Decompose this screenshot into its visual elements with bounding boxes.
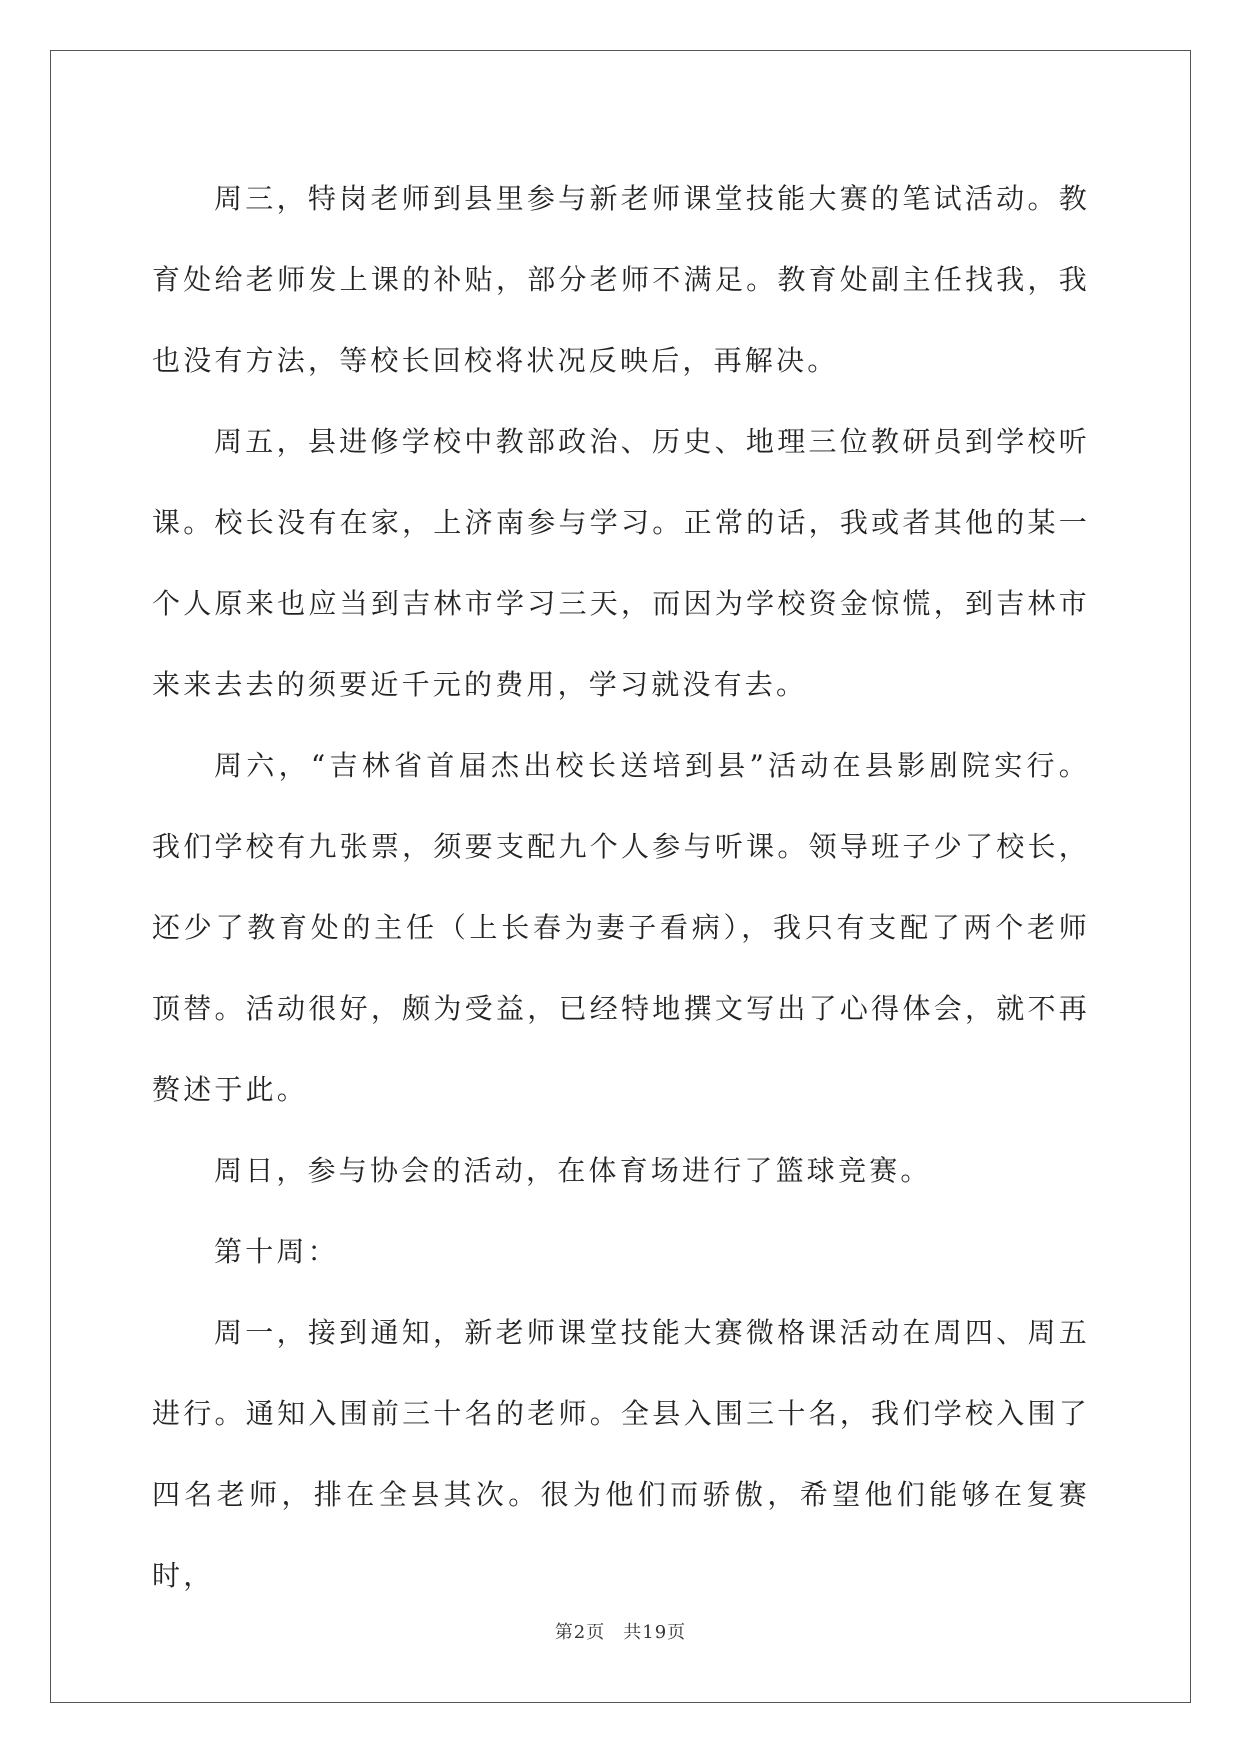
paragraph: 第十周： [214,1235,339,1268]
document-body [152,158,1090,1616]
paragraph: 周五，县进修学校中教部政治、历史、地理三位教研员到学校听课。校长没有在家，上济南参与学习。正常的话，我或者其他的某一个人原来也应当到吉林市学习三天，而因为学校资金惊慌，到吉林市来来去去的须要近千元的费用，学习就没有去。 [152,425,1090,701]
paragraph: 周一，接到通知，新老师课堂技能大赛微格课活动在周四、周五进行。通知入围前三十名的老师。全县入围三十名，我们学校入围了四名老师，排在全县其次。很为他们而骄傲，希望他们能够在复赛时， [152,1316,1090,1592]
paragraph: 周三，特岗老师到县里参与新老师课堂技能大赛的笔试活动。教育处给老师发上课的补贴，部分老师不满足。教育处副主任找我，我也没有方法，等校长回校将状况反映后，再解决。 [152,182,1090,377]
page-total: 共19页 [623,1622,687,1643]
page-footer [0,1618,1241,1644]
paragraph: 周六，“吉林省首届杰出校长送培到县”活动在县影剧院实行。我们学校有九张票，须要支配九个人参与听课。领导班子少了校长，还少了教育处的主任（上长春为妻子看病），我只有支配了两个老师顶替。活动很好，颇为受益，已经特地撰文写出了心得体会，就不再赘述于此。 [152,749,1090,1106]
page-number: 第2页 [554,1622,606,1643]
paragraph: 周日，参与协会的活动，在体育场进行了篮球竞赛。 [214,1154,932,1187]
